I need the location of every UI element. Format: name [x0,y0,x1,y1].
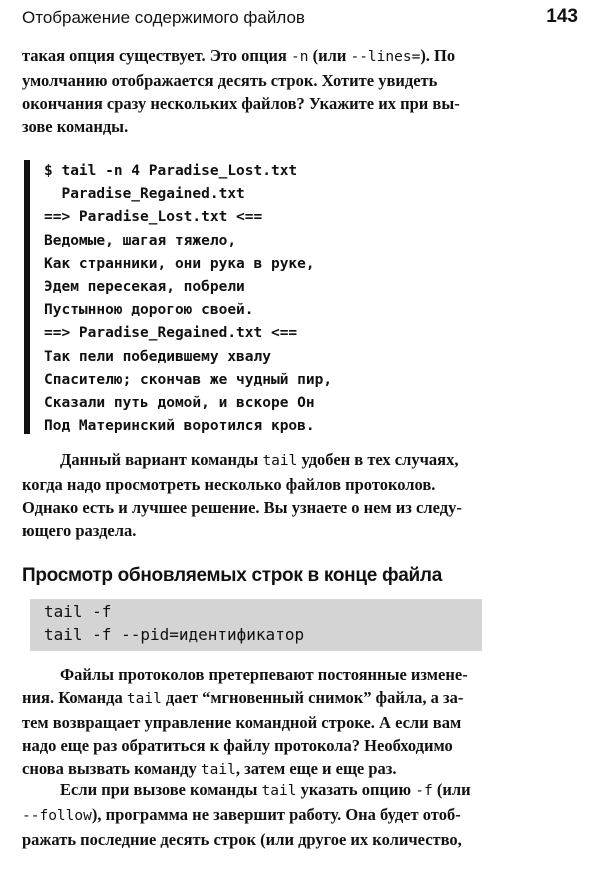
text-line: ния. Команда tail дает “мгновенный снимок” файла, а за- [22,688,464,707]
intro-paragraph [22,44,578,138]
inline-code: -n [290,49,309,65]
code-line: Под Материнский воротился кров. [44,418,315,435]
text-line: Однако есть и лучшее решение. Вы узнаете о нем из следу- [22,498,462,517]
code-line: Пустынною дорогою своей. [44,302,254,319]
syntax-line: tail -f --pid=идентификатор [44,625,305,644]
log-files-paragraph [22,663,578,782]
syntax-line: tail -f [44,602,112,621]
code-line: ==> Paradise_Regained.txt <== [44,325,298,342]
code-lines [44,160,332,438]
follow-option-paragraph [22,778,578,851]
text-line: Данный вариант команды tail удобен в тех случаях, [60,450,459,469]
page-number: 143 [546,6,578,27]
text-line: снова вызвать команду tail, затем еще и еще раз. [22,759,397,778]
inline-code: --lines= [350,49,421,65]
inline-code: tail [262,453,298,469]
text-line: когда надо просмотреть несколько файлов протоколов. [22,475,436,494]
code-line: ==> Paradise_Lost.txt <== [44,209,263,226]
text-line: надо еще раз обратиться к файлу протокола? Необходимо [22,736,453,755]
code-line: Ведомые, шагая тяжело, [44,232,237,249]
page-header [22,6,578,32]
code-margin-bar [24,160,30,434]
inline-code: tail [200,762,236,778]
text-line: тем возвращает управление командной строке. А если вам [22,713,462,732]
code-line: Так пели победившему хвалу [44,348,271,365]
code-line: Эдем пересекая, побрели [44,279,245,296]
inline-code: --follow [22,808,92,824]
text-line: умолчанию отображается десять строк. Хотите увидеть [22,71,438,90]
code-line: Как странники, они рука в руке, [44,255,315,272]
running-title: Отображение содержимого файлов [22,8,305,27]
syntax-box [30,599,482,651]
text-line: --follow), программа не завершит работу. Она будет отоб- [22,805,461,824]
text-line: Файлы протоколов претерпевают постоянные измене- [60,665,468,684]
text-line: окончания сразу нескольких файлов? Укажите их при вы- [22,94,460,113]
code-line: $ tail -n 4 Paradise_Lost.txt [44,163,298,179]
code-line: Сказали путь домой, и вскоре Он [44,395,315,412]
code-example [22,160,462,434]
text-line: ражать последние десять строк (или другое их количество, [22,830,462,849]
inline-code: tail [261,783,297,799]
section-heading: Просмотр обновляемых строк в конце файла [22,565,442,586]
text-line: зове команды. [22,117,129,136]
inline-code: -f [415,783,433,799]
text-line: такая опция существует. Это опция -n (или --lines=). По [22,46,456,65]
tail-usage-paragraph [22,448,578,542]
text-line: ющего раздела. [22,521,137,540]
code-line: Спасителю; скончав же чудный пир, [44,371,333,388]
inline-code: tail [126,691,162,707]
code-line: Paradise_Regained.txt [44,186,245,203]
text-line: Если при вызове команды tail указать опцию -f (или [60,780,471,799]
